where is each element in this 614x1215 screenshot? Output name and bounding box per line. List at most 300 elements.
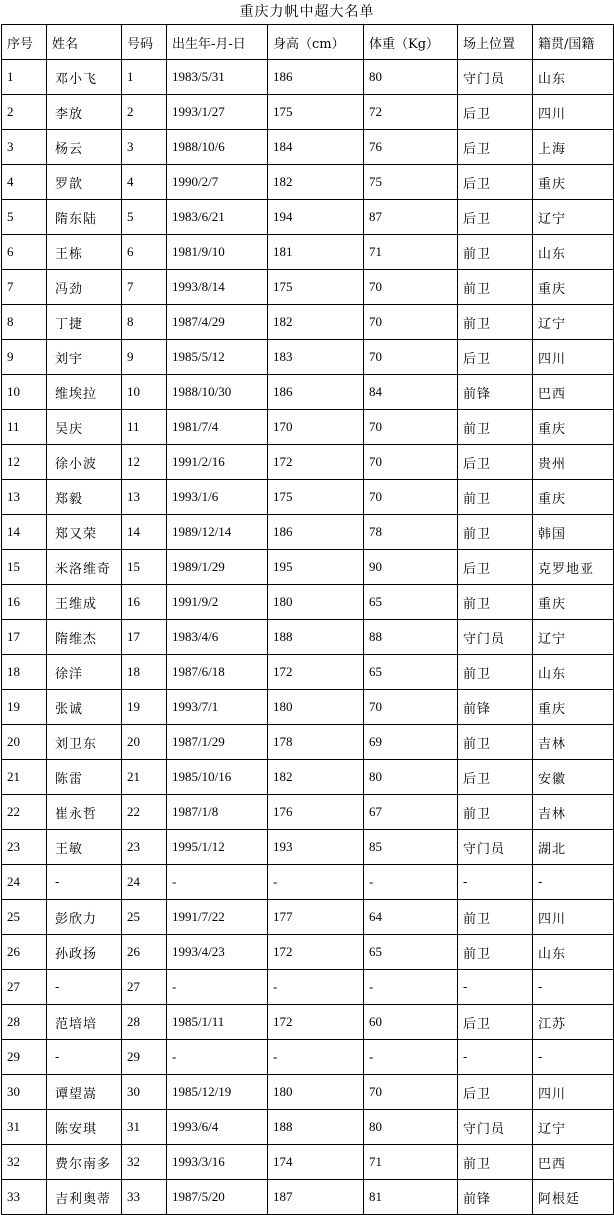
cell-height: - <box>268 970 364 1005</box>
cell-origin: - <box>533 865 614 900</box>
cell-index: 23 <box>2 830 47 865</box>
table-row <box>2 795 614 830</box>
cell-number: 5 <box>122 200 167 235</box>
table-row <box>2 1040 614 1075</box>
cell-weight: 67 <box>364 795 458 830</box>
cell-origin: 阿根廷 <box>533 1180 614 1215</box>
cell-index: 31 <box>2 1110 47 1145</box>
cell-index: 33 <box>2 1180 47 1215</box>
header-origin: 籍贯/国籍 <box>533 25 614 60</box>
cell-name: 陈雷 <box>47 760 122 795</box>
cell-position: 前卫 <box>458 795 533 830</box>
cell-origin: 四川 <box>533 900 614 935</box>
cell-origin: 重庆 <box>533 585 614 620</box>
cell-origin: 湖北 <box>533 830 614 865</box>
cell-height: 188 <box>268 620 364 655</box>
cell-origin: 山东 <box>533 935 614 970</box>
cell-birthdate: 1987/4/29 <box>167 305 268 340</box>
cell-birthdate: 1987/1/29 <box>167 725 268 760</box>
cell-weight: 72 <box>364 95 458 130</box>
cell-position: 前锋 <box>458 375 533 410</box>
cell-birthdate: 1989/12/14 <box>167 515 268 550</box>
cell-name: 刘宇 <box>47 340 122 375</box>
cell-index: 16 <box>2 585 47 620</box>
cell-index: 29 <box>2 1040 47 1075</box>
cell-weight: 84 <box>364 375 458 410</box>
cell-birthdate: 1985/5/12 <box>167 340 268 375</box>
table-row <box>2 305 614 340</box>
cell-height: 181 <box>268 235 364 270</box>
cell-birthdate: 1988/10/30 <box>167 375 268 410</box>
cell-name: 罗歆 <box>47 165 122 200</box>
table-row <box>2 970 614 1005</box>
cell-number: 32 <box>122 1145 167 1180</box>
cell-index: 5 <box>2 200 47 235</box>
cell-origin: 巴西 <box>533 1145 614 1180</box>
cell-height: 172 <box>268 935 364 970</box>
cell-index: 27 <box>2 970 47 1005</box>
cell-birthdate: 1993/8/14 <box>167 270 268 305</box>
cell-name: 郑又荣 <box>47 515 122 550</box>
cell-birthdate: 1981/9/10 <box>167 235 268 270</box>
cell-number: 33 <box>122 1180 167 1215</box>
table-row <box>2 340 614 375</box>
cell-weight: 76 <box>364 130 458 165</box>
table-row <box>2 410 614 445</box>
cell-height: 176 <box>268 795 364 830</box>
cell-height: - <box>268 865 364 900</box>
cell-height: 183 <box>268 340 364 375</box>
cell-origin: 四川 <box>533 1075 614 1110</box>
cell-index: 24 <box>2 865 47 900</box>
table-row <box>2 865 614 900</box>
cell-origin: 上海 <box>533 130 614 165</box>
cell-birthdate: 1987/1/8 <box>167 795 268 830</box>
cell-name: 郑毅 <box>47 480 122 515</box>
cell-birthdate: 1981/7/4 <box>167 410 268 445</box>
cell-name: 杨云 <box>47 130 122 165</box>
cell-height: 172 <box>268 655 364 690</box>
cell-weight: 70 <box>364 270 458 305</box>
cell-position: - <box>458 970 533 1005</box>
cell-name: 邓小飞 <box>47 60 122 95</box>
cell-origin: 山东 <box>533 655 614 690</box>
cell-height: 172 <box>268 445 364 480</box>
cell-origin: 辽宁 <box>533 1110 614 1145</box>
cell-number: 18 <box>122 655 167 690</box>
table-row <box>2 375 614 410</box>
cell-birthdate: 1993/6/4 <box>167 1110 268 1145</box>
cell-position: 守门员 <box>458 60 533 95</box>
cell-height: 182 <box>268 165 364 200</box>
cell-height: 193 <box>268 830 364 865</box>
cell-number: 27 <box>122 970 167 1005</box>
cell-origin: - <box>533 1040 614 1075</box>
cell-position: 前卫 <box>458 585 533 620</box>
cell-origin: 重庆 <box>533 480 614 515</box>
cell-position: 前卫 <box>458 935 533 970</box>
cell-weight: 81 <box>364 1180 458 1215</box>
cell-position: 前卫 <box>458 900 533 935</box>
cell-origin: 重庆 <box>533 270 614 305</box>
cell-index: 1 <box>2 60 47 95</box>
header-name: 姓名 <box>47 25 122 60</box>
cell-height: 180 <box>268 1075 364 1110</box>
cell-origin: - <box>533 970 614 1005</box>
cell-position: 前卫 <box>458 235 533 270</box>
cell-height: 186 <box>268 60 364 95</box>
cell-position: 前卫 <box>458 1145 533 1180</box>
cell-origin: 江苏 <box>533 1005 614 1040</box>
cell-name: 吉利奥蒂 <box>47 1180 122 1215</box>
cell-position: 后卫 <box>458 340 533 375</box>
table-row <box>2 270 614 305</box>
cell-height: 194 <box>268 200 364 235</box>
cell-weight: 65 <box>364 585 458 620</box>
cell-number: 31 <box>122 1110 167 1145</box>
cell-birthdate: 1993/1/6 <box>167 480 268 515</box>
cell-index: 17 <box>2 620 47 655</box>
cell-birthdate: 1989/1/29 <box>167 550 268 585</box>
cell-name: 刘卫东 <box>47 725 122 760</box>
cell-weight: 85 <box>364 830 458 865</box>
table-row <box>2 130 614 165</box>
cell-origin: 重庆 <box>533 410 614 445</box>
cell-index: 7 <box>2 270 47 305</box>
cell-birthdate: 1985/12/19 <box>167 1075 268 1110</box>
cell-position: 前卫 <box>458 515 533 550</box>
cell-weight: 70 <box>364 1075 458 1110</box>
cell-number: 30 <box>122 1075 167 1110</box>
cell-height: 175 <box>268 95 364 130</box>
table-row <box>2 515 614 550</box>
cell-position: 后卫 <box>458 1005 533 1040</box>
table-row <box>2 585 614 620</box>
cell-weight: 71 <box>364 1145 458 1180</box>
table-row <box>2 935 614 970</box>
cell-origin: 贵州 <box>533 445 614 480</box>
cell-origin: 安徽 <box>533 760 614 795</box>
cell-number: 25 <box>122 900 167 935</box>
cell-weight: 60 <box>364 1005 458 1040</box>
cell-weight: 64 <box>364 900 458 935</box>
cell-height: 188 <box>268 1110 364 1145</box>
cell-position: 前卫 <box>458 305 533 340</box>
table-row <box>2 60 614 95</box>
cell-position: 后卫 <box>458 760 533 795</box>
cell-position: 后卫 <box>458 445 533 480</box>
cell-number: 22 <box>122 795 167 830</box>
cell-position: 守门员 <box>458 1110 533 1145</box>
cell-birthdate: 1988/10/6 <box>167 130 268 165</box>
cell-position: 守门员 <box>458 830 533 865</box>
cell-name: 王敏 <box>47 830 122 865</box>
cell-birthdate: 1987/6/18 <box>167 655 268 690</box>
cell-birthdate: - <box>167 1040 268 1075</box>
cell-name: 隋东陆 <box>47 200 122 235</box>
cell-name: 吴庆 <box>47 410 122 445</box>
cell-index: 4 <box>2 165 47 200</box>
header-position: 场上位置 <box>458 25 533 60</box>
cell-number: 13 <box>122 480 167 515</box>
cell-number: 17 <box>122 620 167 655</box>
cell-height: 186 <box>268 515 364 550</box>
cell-name: 米洛维奇 <box>47 550 122 585</box>
cell-number: 11 <box>122 410 167 445</box>
roster-body <box>2 60 614 1215</box>
cell-index: 14 <box>2 515 47 550</box>
table-row <box>2 725 614 760</box>
cell-birthdate: 1983/6/21 <box>167 200 268 235</box>
cell-weight: 88 <box>364 620 458 655</box>
table-row <box>2 95 614 130</box>
cell-index: 28 <box>2 1005 47 1040</box>
cell-number: 20 <box>122 725 167 760</box>
table-row <box>2 165 614 200</box>
cell-weight: 75 <box>364 165 458 200</box>
cell-number: 10 <box>122 375 167 410</box>
table-row <box>2 200 614 235</box>
header-index: 序号 <box>2 25 47 60</box>
cell-weight: 70 <box>364 480 458 515</box>
cell-name: 李放 <box>47 95 122 130</box>
cell-weight: 80 <box>364 60 458 95</box>
cell-weight: 70 <box>364 340 458 375</box>
cell-index: 19 <box>2 690 47 725</box>
cell-name: 谭望嵩 <box>47 1075 122 1110</box>
cell-weight: 80 <box>364 1110 458 1145</box>
cell-weight: 65 <box>364 935 458 970</box>
table-row <box>2 655 614 690</box>
cell-number: 29 <box>122 1040 167 1075</box>
cell-weight: 80 <box>364 760 458 795</box>
cell-name: - <box>47 865 122 900</box>
cell-height: 172 <box>268 1005 364 1040</box>
table-row <box>2 830 614 865</box>
cell-birthdate: 1983/4/6 <box>167 620 268 655</box>
cell-name: 王维成 <box>47 585 122 620</box>
cell-position: 后卫 <box>458 165 533 200</box>
header-number: 号码 <box>122 25 167 60</box>
cell-position: 后卫 <box>458 550 533 585</box>
cell-name: 彭欣力 <box>47 900 122 935</box>
cell-name: 徐小波 <box>47 445 122 480</box>
cell-number: 7 <box>122 270 167 305</box>
cell-weight: - <box>364 865 458 900</box>
cell-number: 19 <box>122 690 167 725</box>
cell-birthdate: 1995/1/12 <box>167 830 268 865</box>
cell-birthdate: 1993/3/16 <box>167 1145 268 1180</box>
cell-height: 195 <box>268 550 364 585</box>
cell-index: 22 <box>2 795 47 830</box>
cell-origin: 辽宁 <box>533 305 614 340</box>
cell-name: 徐洋 <box>47 655 122 690</box>
cell-name: 隋维杰 <box>47 620 122 655</box>
table-row <box>2 1180 614 1215</box>
roster-table <box>1 24 614 1215</box>
table-row <box>2 445 614 480</box>
cell-height: 184 <box>268 130 364 165</box>
cell-position: 前卫 <box>458 410 533 445</box>
cell-number: 1 <box>122 60 167 95</box>
cell-height: 180 <box>268 585 364 620</box>
cell-number: 12 <box>122 445 167 480</box>
cell-birthdate: 1993/4/23 <box>167 935 268 970</box>
cell-position: 前卫 <box>458 270 533 305</box>
cell-index: 26 <box>2 935 47 970</box>
cell-position: 后卫 <box>458 1075 533 1110</box>
table-row <box>2 690 614 725</box>
cell-birthdate: 1983/5/31 <box>167 60 268 95</box>
cell-birthdate: 1985/10/16 <box>167 760 268 795</box>
header-weight: 体重（Kg） <box>364 25 458 60</box>
cell-number: 3 <box>122 130 167 165</box>
cell-height: 180 <box>268 690 364 725</box>
cell-position: 前锋 <box>458 1180 533 1215</box>
cell-number: 2 <box>122 95 167 130</box>
cell-index: 18 <box>2 655 47 690</box>
cell-index: 32 <box>2 1145 47 1180</box>
table-row <box>2 1005 614 1040</box>
table-row <box>2 900 614 935</box>
cell-origin: 重庆 <box>533 165 614 200</box>
cell-weight: 69 <box>364 725 458 760</box>
cell-number: 8 <box>122 305 167 340</box>
cell-position: 守门员 <box>458 620 533 655</box>
cell-height: - <box>268 1040 364 1075</box>
cell-origin: 吉林 <box>533 795 614 830</box>
cell-height: 175 <box>268 480 364 515</box>
cell-name: 费尔南多 <box>47 1145 122 1180</box>
cell-position: - <box>458 865 533 900</box>
cell-index: 12 <box>2 445 47 480</box>
cell-origin: 四川 <box>533 95 614 130</box>
cell-index: 2 <box>2 95 47 130</box>
cell-origin: 巴西 <box>533 375 614 410</box>
cell-number: 28 <box>122 1005 167 1040</box>
cell-index: 13 <box>2 480 47 515</box>
cell-height: 187 <box>268 1180 364 1215</box>
header-row <box>2 25 614 60</box>
cell-name: 陈安琪 <box>47 1110 122 1145</box>
cell-number: 21 <box>122 760 167 795</box>
cell-number: 23 <box>122 830 167 865</box>
cell-name: 孙政扬 <box>47 935 122 970</box>
cell-index: 6 <box>2 235 47 270</box>
cell-number: 16 <box>122 585 167 620</box>
cell-index: 8 <box>2 305 47 340</box>
cell-origin: 四川 <box>533 340 614 375</box>
cell-name: 维埃拉 <box>47 375 122 410</box>
cell-weight: 87 <box>364 200 458 235</box>
cell-birthdate: 1991/9/2 <box>167 585 268 620</box>
cell-origin: 山东 <box>533 60 614 95</box>
cell-birthdate: 1990/2/7 <box>167 165 268 200</box>
header-birthdate: 出生年-月-日 <box>167 25 268 60</box>
cell-height: 182 <box>268 760 364 795</box>
cell-index: 21 <box>2 760 47 795</box>
cell-origin: 克罗地亚 <box>533 550 614 585</box>
cell-origin: 吉林 <box>533 725 614 760</box>
cell-name: 冯劲 <box>47 270 122 305</box>
cell-position: 前锋 <box>458 690 533 725</box>
cell-height: 175 <box>268 270 364 305</box>
page-title: 重庆力帆中超大名单 <box>239 4 375 20</box>
cell-origin: 韩国 <box>533 515 614 550</box>
cell-index: 15 <box>2 550 47 585</box>
cell-index: 10 <box>2 375 47 410</box>
cell-position: 后卫 <box>458 200 533 235</box>
cell-number: 24 <box>122 865 167 900</box>
table-row <box>2 1075 614 1110</box>
cell-weight: 70 <box>364 690 458 725</box>
cell-birthdate: - <box>167 970 268 1005</box>
cell-weight: 65 <box>364 655 458 690</box>
cell-number: 15 <box>122 550 167 585</box>
cell-number: 6 <box>122 235 167 270</box>
cell-number: 4 <box>122 165 167 200</box>
cell-weight: 70 <box>364 445 458 480</box>
cell-index: 30 <box>2 1075 47 1110</box>
cell-origin: 辽宁 <box>533 200 614 235</box>
cell-weight: - <box>364 970 458 1005</box>
cell-position: 前卫 <box>458 480 533 515</box>
cell-height: 170 <box>268 410 364 445</box>
cell-position: - <box>458 1040 533 1075</box>
cell-name: 范培培 <box>47 1005 122 1040</box>
cell-height: 186 <box>268 375 364 410</box>
cell-origin: 重庆 <box>533 690 614 725</box>
cell-index: 11 <box>2 410 47 445</box>
table-row <box>2 480 614 515</box>
cell-origin: 辽宁 <box>533 620 614 655</box>
cell-birthdate: 1991/7/22 <box>167 900 268 935</box>
cell-index: 3 <box>2 130 47 165</box>
cell-name: - <box>47 1040 122 1075</box>
cell-height: 178 <box>268 725 364 760</box>
cell-position: 后卫 <box>458 95 533 130</box>
table-row <box>2 760 614 795</box>
cell-origin: 山东 <box>533 235 614 270</box>
cell-position: 前卫 <box>458 725 533 760</box>
cell-name: 张诚 <box>47 690 122 725</box>
table-row <box>2 620 614 655</box>
cell-index: 9 <box>2 340 47 375</box>
cell-index: 20 <box>2 725 47 760</box>
cell-name: 王栋 <box>47 235 122 270</box>
table-row <box>2 1145 614 1180</box>
table-row <box>2 235 614 270</box>
cell-birthdate: 1991/2/16 <box>167 445 268 480</box>
cell-height: 174 <box>268 1145 364 1180</box>
cell-number: 26 <box>122 935 167 970</box>
cell-weight: 90 <box>364 550 458 585</box>
cell-position: 后卫 <box>458 130 533 165</box>
cell-birthdate: 1987/5/20 <box>167 1180 268 1215</box>
cell-birthdate: 1993/7/1 <box>167 690 268 725</box>
table-row <box>2 550 614 585</box>
table-row <box>2 1110 614 1145</box>
header-height: 身高（cm） <box>268 25 364 60</box>
cell-weight: 71 <box>364 235 458 270</box>
cell-number: 14 <box>122 515 167 550</box>
cell-number: 9 <box>122 340 167 375</box>
cell-weight: 70 <box>364 410 458 445</box>
cell-birthdate: - <box>167 865 268 900</box>
cell-height: 177 <box>268 900 364 935</box>
cell-height: 182 <box>268 305 364 340</box>
cell-name: 崔永哲 <box>47 795 122 830</box>
